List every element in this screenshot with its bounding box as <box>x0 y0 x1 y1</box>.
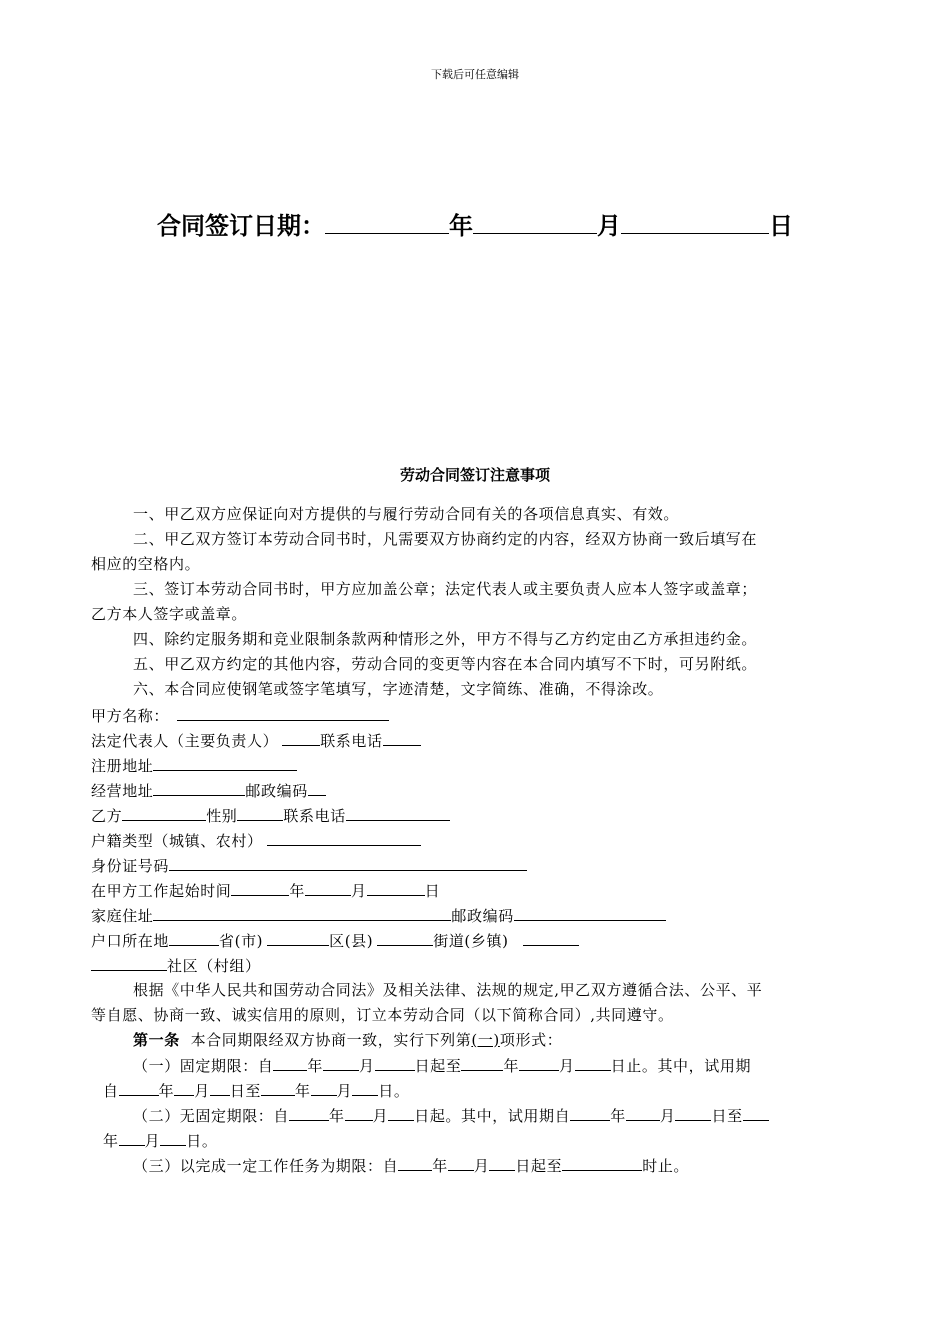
year-label: 年 <box>158 1082 175 1100</box>
note-item-2-cont: 相应的空格内。 <box>91 555 201 573</box>
phone-label: 联系电话 <box>320 732 383 750</box>
gender-label: 性别 <box>206 807 238 825</box>
start-day-field[interactable] <box>367 878 425 896</box>
home-address-label: 家庭住址 <box>91 907 154 925</box>
open-prob-day[interactable] <box>675 1103 711 1121</box>
postcode-label: 邮政编码 <box>245 782 308 800</box>
street-field[interactable] <box>377 928 433 946</box>
home-address-field[interactable] <box>153 903 451 921</box>
biz-address-row <box>91 778 326 804</box>
task-from-year[interactable] <box>398 1153 432 1171</box>
district-label: 区(县) <box>329 932 374 950</box>
year-label: 年 <box>610 1107 626 1125</box>
sign-date-label: 合同签订日期： <box>157 212 325 240</box>
article-1-text-a: 本合同期限经双方协商一致，实行下列第 <box>190 1031 472 1049</box>
month-label: 月 <box>194 1082 210 1100</box>
prob-from-year[interactable] <box>119 1078 159 1096</box>
open-mid-label: 日起。其中，试用期自 <box>414 1107 571 1125</box>
prob-from-month[interactable] <box>174 1078 194 1096</box>
open-term-row <box>133 1103 769 1129</box>
legal-rep-row <box>91 728 421 754</box>
day-end-label: 日。 <box>378 1082 410 1100</box>
month-label: 月 <box>473 1157 490 1175</box>
province-label: 省(市) <box>219 932 264 950</box>
community-label: 社区（村组） <box>167 957 261 975</box>
fixed-term-row <box>133 1053 751 1079</box>
year-label: 年 <box>307 1057 324 1075</box>
fixed-from-day[interactable] <box>375 1053 415 1071</box>
from-label: 自 <box>103 1082 119 1100</box>
article-1-heading <box>133 1028 562 1053</box>
year-label: 年 <box>329 1107 345 1125</box>
start-time-row <box>91 878 440 904</box>
party-b-field[interactable] <box>122 803 206 821</box>
id-number-field[interactable] <box>169 853 527 871</box>
party-a-name-label: 甲方名称： <box>91 707 170 725</box>
fixed-to-month[interactable] <box>519 1053 559 1071</box>
prob-to-year[interactable] <box>261 1078 295 1096</box>
open-from-day[interactable] <box>388 1103 414 1121</box>
fixed-from-month[interactable] <box>323 1053 359 1071</box>
phone-field[interactable] <box>383 728 421 746</box>
prob-to-month[interactable] <box>311 1078 337 1096</box>
contract-sign-date <box>0 206 950 241</box>
reg-address-row <box>91 753 297 779</box>
open-prob-to-day[interactable] <box>160 1128 186 1146</box>
article-1-label: 第一条 <box>133 1031 180 1049</box>
month-label: 月 <box>144 1132 161 1150</box>
fixed-end-label: 日止。其中，试用期 <box>610 1057 752 1075</box>
hukou-type-field[interactable] <box>267 828 421 846</box>
note-item-5: 五、甲乙双方约定的其他内容，劳动合同的变更等内容在本合同内填写不下时，可另附纸。 <box>133 655 758 673</box>
fixed-from-year[interactable] <box>273 1053 307 1071</box>
hukou-location-row <box>91 928 579 954</box>
task-term-label: （三）以完成一定工作任务为期限：自 <box>133 1157 399 1175</box>
postcode2-field[interactable] <box>514 903 666 921</box>
gender-field[interactable] <box>237 803 283 821</box>
id-number-row <box>91 853 527 879</box>
open-from-month[interactable] <box>345 1103 373 1121</box>
year-label: 年 <box>295 1082 311 1100</box>
note-item-1: 一、甲乙双方应保证向对方提供的与履行劳动合同有关的各项信息真实、有效。 <box>133 505 680 523</box>
year-blank[interactable] <box>325 213 449 234</box>
task-mid-label: 日起至 <box>515 1157 563 1175</box>
community-field[interactable] <box>91 953 167 971</box>
party-a-name-field[interactable] <box>177 703 389 721</box>
note-item-4: 四、除约定服务期和竞业限制条款两种情形之外，甲方不得与乙方约定由乙方承担违约金。 <box>133 630 758 648</box>
open-from-year[interactable] <box>289 1103 329 1121</box>
to-day-label: 日至 <box>229 1082 262 1100</box>
year-label: 年 <box>503 1057 520 1075</box>
fixed-to-year[interactable] <box>461 1053 503 1071</box>
note-item-3-cont: 乙方本人签字或盖章。 <box>91 605 248 623</box>
party-a-name-row <box>91 703 389 729</box>
task-end-label: 时止。 <box>642 1157 690 1175</box>
party-b-label: 乙方 <box>91 807 123 825</box>
id-number-label: 身份证号码 <box>91 857 170 875</box>
start-month-label: 月 <box>351 882 367 900</box>
year-label: 年 <box>103 1132 119 1150</box>
open-prob-year[interactable] <box>570 1103 610 1121</box>
fixed-mid-label: 日起至 <box>414 1057 462 1075</box>
party-b-row <box>91 803 450 829</box>
postcode-field[interactable] <box>308 778 326 796</box>
note-item-6: 六、本合同应使钢笔或签字笔填写，字迹清楚，文字简练、准确，不得涂改。 <box>133 680 664 698</box>
month-blank[interactable] <box>473 213 597 234</box>
month-label: 月 <box>372 1107 389 1125</box>
start-year-label: 年 <box>289 882 306 900</box>
task-until-field[interactable] <box>562 1153 642 1171</box>
day-blank[interactable] <box>621 213 769 234</box>
open-term-label: （二）无固定期限：自 <box>133 1107 290 1125</box>
home-address-row <box>91 903 666 929</box>
phone2-label: 联系电话 <box>283 807 346 825</box>
fixed-probation-row <box>103 1078 409 1104</box>
biz-address-field[interactable] <box>153 778 245 796</box>
month-label: 月 <box>659 1107 676 1125</box>
hukou-type-row <box>91 828 421 854</box>
sign-date-year: 年 <box>449 212 473 240</box>
sign-date-day: 日 <box>769 212 793 240</box>
postcode2-label: 邮政编码 <box>451 907 514 925</box>
district-field[interactable] <box>267 928 329 946</box>
prob-from-day[interactable] <box>210 1078 230 1096</box>
reg-address-field[interactable] <box>153 753 297 771</box>
start-year-field[interactable] <box>231 878 289 896</box>
community-row <box>91 953 261 979</box>
month-label: 月 <box>559 1057 575 1075</box>
header-note: 下载后可任意编辑 <box>431 68 519 81</box>
legal-rep-label: 法定代表人（主要负责人） <box>91 732 279 750</box>
notes-title: 劳动合同签订注意事项 <box>399 466 550 484</box>
to-day-label: 日至 <box>711 1107 743 1125</box>
note-item-3: 三、签订本劳动合同书时，甲方应加盖公章；法定代表人或主要负责人应本人签字或盖章； <box>133 580 758 598</box>
preamble-line-2: 等自愿、协商一致、诚实信用的原则，订立本劳动合同（以下简称合同）,共同遵守。 <box>91 1006 674 1024</box>
open-prob-month[interactable] <box>626 1103 660 1121</box>
task-term-row <box>133 1153 689 1179</box>
biz-address-label: 经营地址 <box>91 782 154 800</box>
article-1-choice[interactable]: (一) <box>471 1031 500 1049</box>
reg-address-label: 注册地址 <box>91 757 154 775</box>
note-item-2: 二、甲乙双方签订本劳动合同书时，凡需要双方协商约定的内容，经双方协商一致后填写在 <box>133 530 758 548</box>
phone2-field[interactable] <box>346 803 450 821</box>
street-extra-field[interactable] <box>523 928 579 946</box>
preamble-line-1: 根据《中华人民共和国劳动合同法》及相关法律、法规的规定,甲乙双方遵循合法、公平、平 <box>133 981 763 999</box>
month-label: 月 <box>336 1082 353 1100</box>
start-time-label: 在甲方工作起始时间 <box>91 882 232 900</box>
prob-to-day[interactable] <box>352 1078 378 1096</box>
task-from-month[interactable] <box>448 1153 474 1171</box>
year-label: 年 <box>432 1157 448 1175</box>
open-prob-to-year[interactable] <box>743 1103 769 1121</box>
hukou-type-label: 户籍类型（城镇、农村） <box>91 832 263 850</box>
legal-rep-field[interactable] <box>282 728 320 746</box>
start-day-label: 日 <box>424 882 441 900</box>
open-prob-to-month[interactable] <box>119 1128 145 1146</box>
street-label: 街道(乡镇) <box>433 932 509 950</box>
article-1-text-b: 项形式： <box>499 1031 563 1049</box>
month-label: 月 <box>359 1057 375 1075</box>
sign-date-month: 月 <box>597 212 621 240</box>
start-month-field[interactable] <box>305 878 351 896</box>
open-term-row-cont <box>103 1128 217 1154</box>
province-field[interactable] <box>169 928 219 946</box>
hukou-location-label: 户口所在地 <box>91 932 170 950</box>
fixed-to-day[interactable] <box>575 1053 611 1071</box>
day-end-label: 日。 <box>186 1132 218 1150</box>
task-from-day[interactable] <box>489 1153 515 1171</box>
fixed-term-label: （一）固定期限：自 <box>133 1057 274 1075</box>
